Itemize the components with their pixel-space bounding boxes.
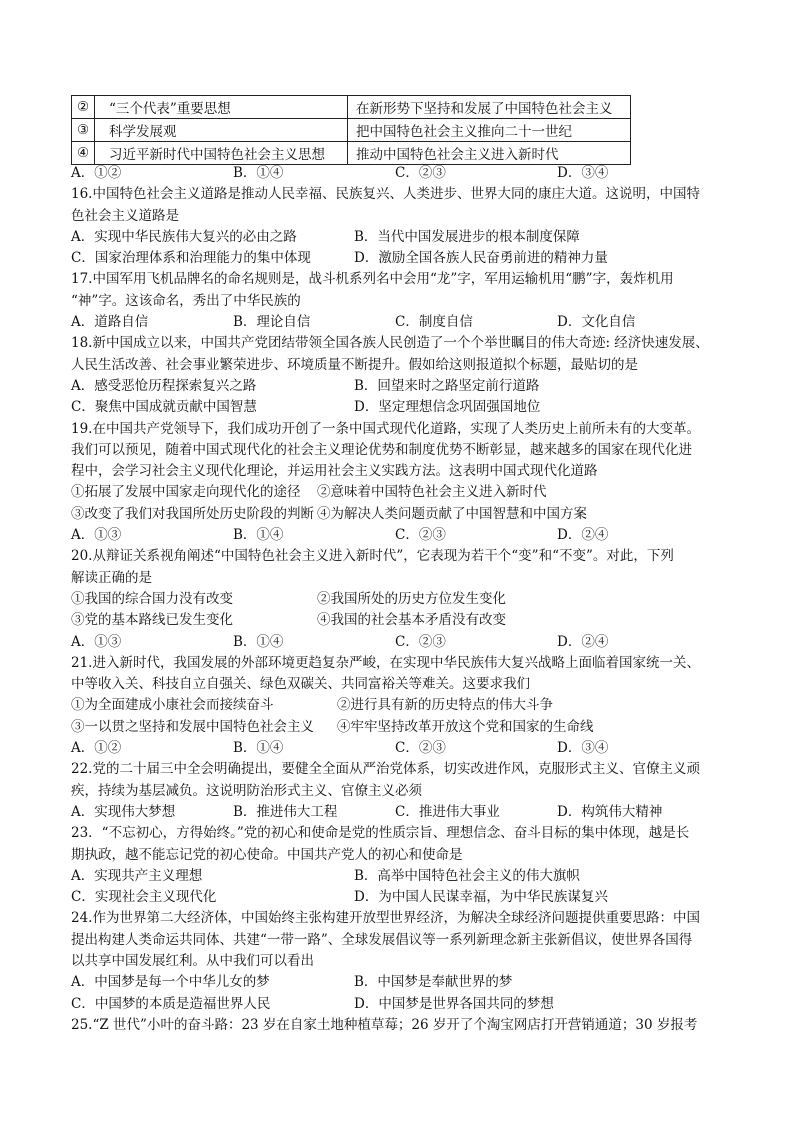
statement-3: ③党的基本路线已发生变化	[71, 612, 233, 629]
q18-stem-line: 人民生活改善、社会事业繁荣进步、环境质量不断提升。假如给这则报道拟个标题，最贴切的是	[71, 356, 638, 373]
table-row	[72, 119, 631, 142]
q21-stem-line: 21.进入新时代，我国发展的外部环境更趋复杂严峻，在实现中华民族伟大复兴战略上面临着国家统一关、	[71, 654, 700, 671]
q21-statements	[71, 695, 731, 716]
table-cell-num: ④	[72, 142, 95, 165]
option-a: A．中国梦是每一个中华儿女的梦	[71, 974, 270, 991]
option-b: B．①④	[233, 165, 284, 181]
option-a: A．①③	[71, 633, 122, 650]
guiding-thought-table	[71, 95, 631, 165]
option-c: C．聚焦中国成就贡献中国智慧	[71, 399, 257, 416]
option-d: D．激励全国各族人民奋勇前进的精神力量	[354, 250, 608, 267]
option-d: D．构筑伟大精神	[557, 803, 663, 820]
q16-stem-line: 16.中国特色社会主义道路是推动人民幸福、民族复兴、人类进步、世界大同的康庄大道。这说明，中国特	[71, 186, 700, 203]
q20-options	[71, 632, 731, 653]
statement-4: ④为解决人类问题贡献了中国智慧和中国方案	[317, 505, 587, 522]
option-c: C．②③	[395, 527, 446, 544]
q24-stem-line: 24.作为世界第二大经济体，中国始终主张构建开放型世界经济，为解决全球经济问题提供重要思路：中国	[71, 910, 700, 927]
option-c: C．②③	[395, 740, 446, 757]
option-c: C．中国梦的本质是造福世界人民	[71, 995, 271, 1012]
q18-stem-line: 18.新中国成立以来，中国共产党团结带领全国各族人民创造了一个个举世瞩目的伟大奇迹: 经济快速发展、	[71, 335, 709, 352]
statement-3: ③改变了我们对我国所处历史阶段的判断	[71, 505, 314, 522]
q17-stem-line: “神”字。这该命名，秀出了中华民族的	[71, 292, 301, 309]
option-d: D．文化自信	[557, 314, 636, 331]
statement-4: ④牢牢坚持改革开放这个党和国家的生命线	[337, 718, 594, 735]
option-b: B．①④	[233, 633, 284, 650]
table-cell-thought: 科学发展观	[95, 119, 348, 142]
q20-stem-line: 20.从辩证关系视角阐述“中国特色社会主义进入新时代”，它表现为若干个“变”和“不变”。对此，下列	[71, 548, 674, 565]
q20-stem-line: 解读正确的是	[71, 569, 152, 586]
q16-options	[71, 248, 731, 269]
q20-statements	[71, 610, 731, 631]
q19-stem-line: 19.在中国共产党领导下，我们成功开创了一条中国式现代化道路，实现了人类历史上前所未有的大变革。	[71, 420, 700, 437]
q24-stem-line: 提出构建人类命运共同体、共建“一带一路”、全球发展倡议等一系列新理念新主张新倡议，使世界各国得	[71, 931, 693, 948]
q15-options	[71, 163, 731, 184]
q21-statements	[71, 717, 731, 738]
q22-stem-line: 22.党的二十届三中全会明确提出，要健全全面从严治党体系，切实改进作风，克服形式主义、官僚主义顽	[71, 761, 700, 778]
statement-3: ③一以贯之坚持和发展中国特色社会主义	[71, 718, 314, 735]
option-c: C．推进伟大事业	[395, 803, 500, 820]
option-b: B．①④	[233, 740, 284, 757]
table-row	[72, 96, 631, 119]
q19-statements	[71, 482, 731, 503]
q18-options	[71, 376, 731, 397]
option-b: B．中国梦是奉献世界的梦	[354, 974, 513, 991]
option-a: A．实现中华民族伟大复兴的必由之路	[71, 228, 297, 245]
option-c: C．②③	[395, 165, 446, 181]
q23-options	[71, 887, 731, 908]
q25-stem-line: 25.“Z 世代”小叶的奋斗路：23 岁在自家土地种植草莓；26 岁开了个淘宝网店打开营销通道；30 岁报考	[71, 1016, 698, 1033]
statement-1: ①为全面建成小康社会而接续奋斗	[71, 697, 274, 714]
q23-options	[71, 866, 731, 887]
option-b: B．当代中国发展进步的根本制度保障	[354, 228, 580, 245]
q22-stem-line: 疾，持续为基层减负。这说明防治形式主义、官僚主义必须	[71, 782, 422, 799]
option-d: D．③④	[557, 165, 609, 181]
statement-4: ④我国的社会基本矛盾没有改变	[317, 612, 506, 629]
option-b: B．高举中国特色社会主义的伟大旗帜	[354, 867, 580, 884]
option-a: A．①③	[71, 527, 122, 544]
table-cell-num: ③	[72, 119, 95, 142]
option-b: B．回望来时之路坚定前行道路	[354, 377, 540, 394]
q24-options	[71, 994, 731, 1015]
option-d: D．②④	[557, 527, 609, 544]
table-cell-thought: “三个代表”重要思想	[95, 96, 348, 119]
option-d: D．为中国人民谋幸福，为中华民族谋复兴	[354, 889, 608, 906]
q17-options	[71, 312, 731, 333]
table-cell-significance: 推动中国特色社会主义进入新时代	[348, 142, 631, 165]
q23-stem-line: 23．“不忘初心，方得始终。”党的初心和使命是党的性质宗旨、理想信念、奋斗目标的集中体现，越是长	[71, 825, 690, 842]
option-b: B．①④	[233, 527, 284, 544]
option-c: C．实现社会主义现代化	[71, 889, 217, 906]
statement-2: ②进行具有新的历史特点的伟大斗争	[337, 697, 553, 714]
q22-options	[71, 802, 731, 823]
q23-stem-line: 期执政，越不能忘记党的初心使命。中国共产党人的初心和使命是	[71, 846, 463, 863]
q21-stem-line: 中等收入关、科技自立自强关、绿色双碳关、共同富裕关等难关。这要求我们	[71, 676, 530, 693]
q20-statements	[71, 589, 731, 610]
option-c: C．国家治理体系和治理能力的集中体现	[71, 250, 311, 267]
option-a: A．道路自信	[71, 314, 149, 331]
statement-1: ①我国的综合国力没有改变	[71, 590, 233, 607]
table-cell-num: ②	[72, 96, 95, 119]
q19-options	[71, 525, 731, 546]
option-d: D．中国梦是世界各国共同的梦想	[354, 995, 554, 1012]
q18-options	[71, 397, 731, 418]
table-row	[72, 142, 631, 165]
questions	[71, 163, 731, 1036]
option-c: C．制度自信	[395, 314, 473, 331]
option-a: A．①②	[71, 165, 122, 181]
q19-stem-line: 我们可以预见，随着中国式现代化的社会主义理论优势和制度优势不断彰显，越来越多的国家在现代化进	[71, 441, 692, 458]
q24-stem-line: 以共享中国发展红利。从中我们可以看出	[71, 952, 314, 969]
q16-options	[71, 227, 731, 248]
q19-statements	[71, 504, 731, 525]
statement-2: ②意味着中国特色社会主义进入新时代	[317, 484, 547, 501]
q21-options	[71, 738, 731, 759]
option-d: D．③④	[557, 740, 609, 757]
statement-2: ②我国所处的历史方位发生变化	[317, 590, 506, 607]
table-cell-thought: 习近平新时代中国特色社会主义思想	[95, 142, 348, 165]
option-d: D．坚定理想信念巩固强国地位	[354, 399, 541, 416]
option-a: A．实现共产主义理想	[71, 867, 203, 884]
q19-stem-line: 程中，会学习社会主义现代化理论，并运用社会主义实践方法。这表明中国式现代化道路	[71, 463, 598, 480]
option-b: B．理论自信	[233, 314, 311, 331]
option-a: A．感受恶怆历程探索复兴之路	[71, 377, 257, 394]
q17-stem-line: 17.中国军用飞机品牌名的命名规则是，战斗机系列名中会用“龙”字，军用运输机用“鹏”字，轰炸机用	[71, 271, 674, 288]
option-b: B．推进伟大工程	[233, 803, 338, 820]
option-c: C．②③	[395, 633, 446, 650]
table-cell-significance: 把中国特色社会主义推向二十一世纪	[348, 119, 631, 142]
q16-stem-line: 色社会主义道路是	[71, 207, 179, 224]
q24-options	[71, 972, 731, 993]
statement-1: ①拓展了发展中国家走向现代化的途径	[71, 484, 301, 501]
option-a: A．实现伟大梦想	[71, 803, 176, 820]
option-d: D．②④	[557, 633, 609, 650]
option-a: A．①②	[71, 740, 122, 757]
table-cell-significance: 在新形势下坚持和发展了中国特色社会主义	[348, 96, 631, 119]
